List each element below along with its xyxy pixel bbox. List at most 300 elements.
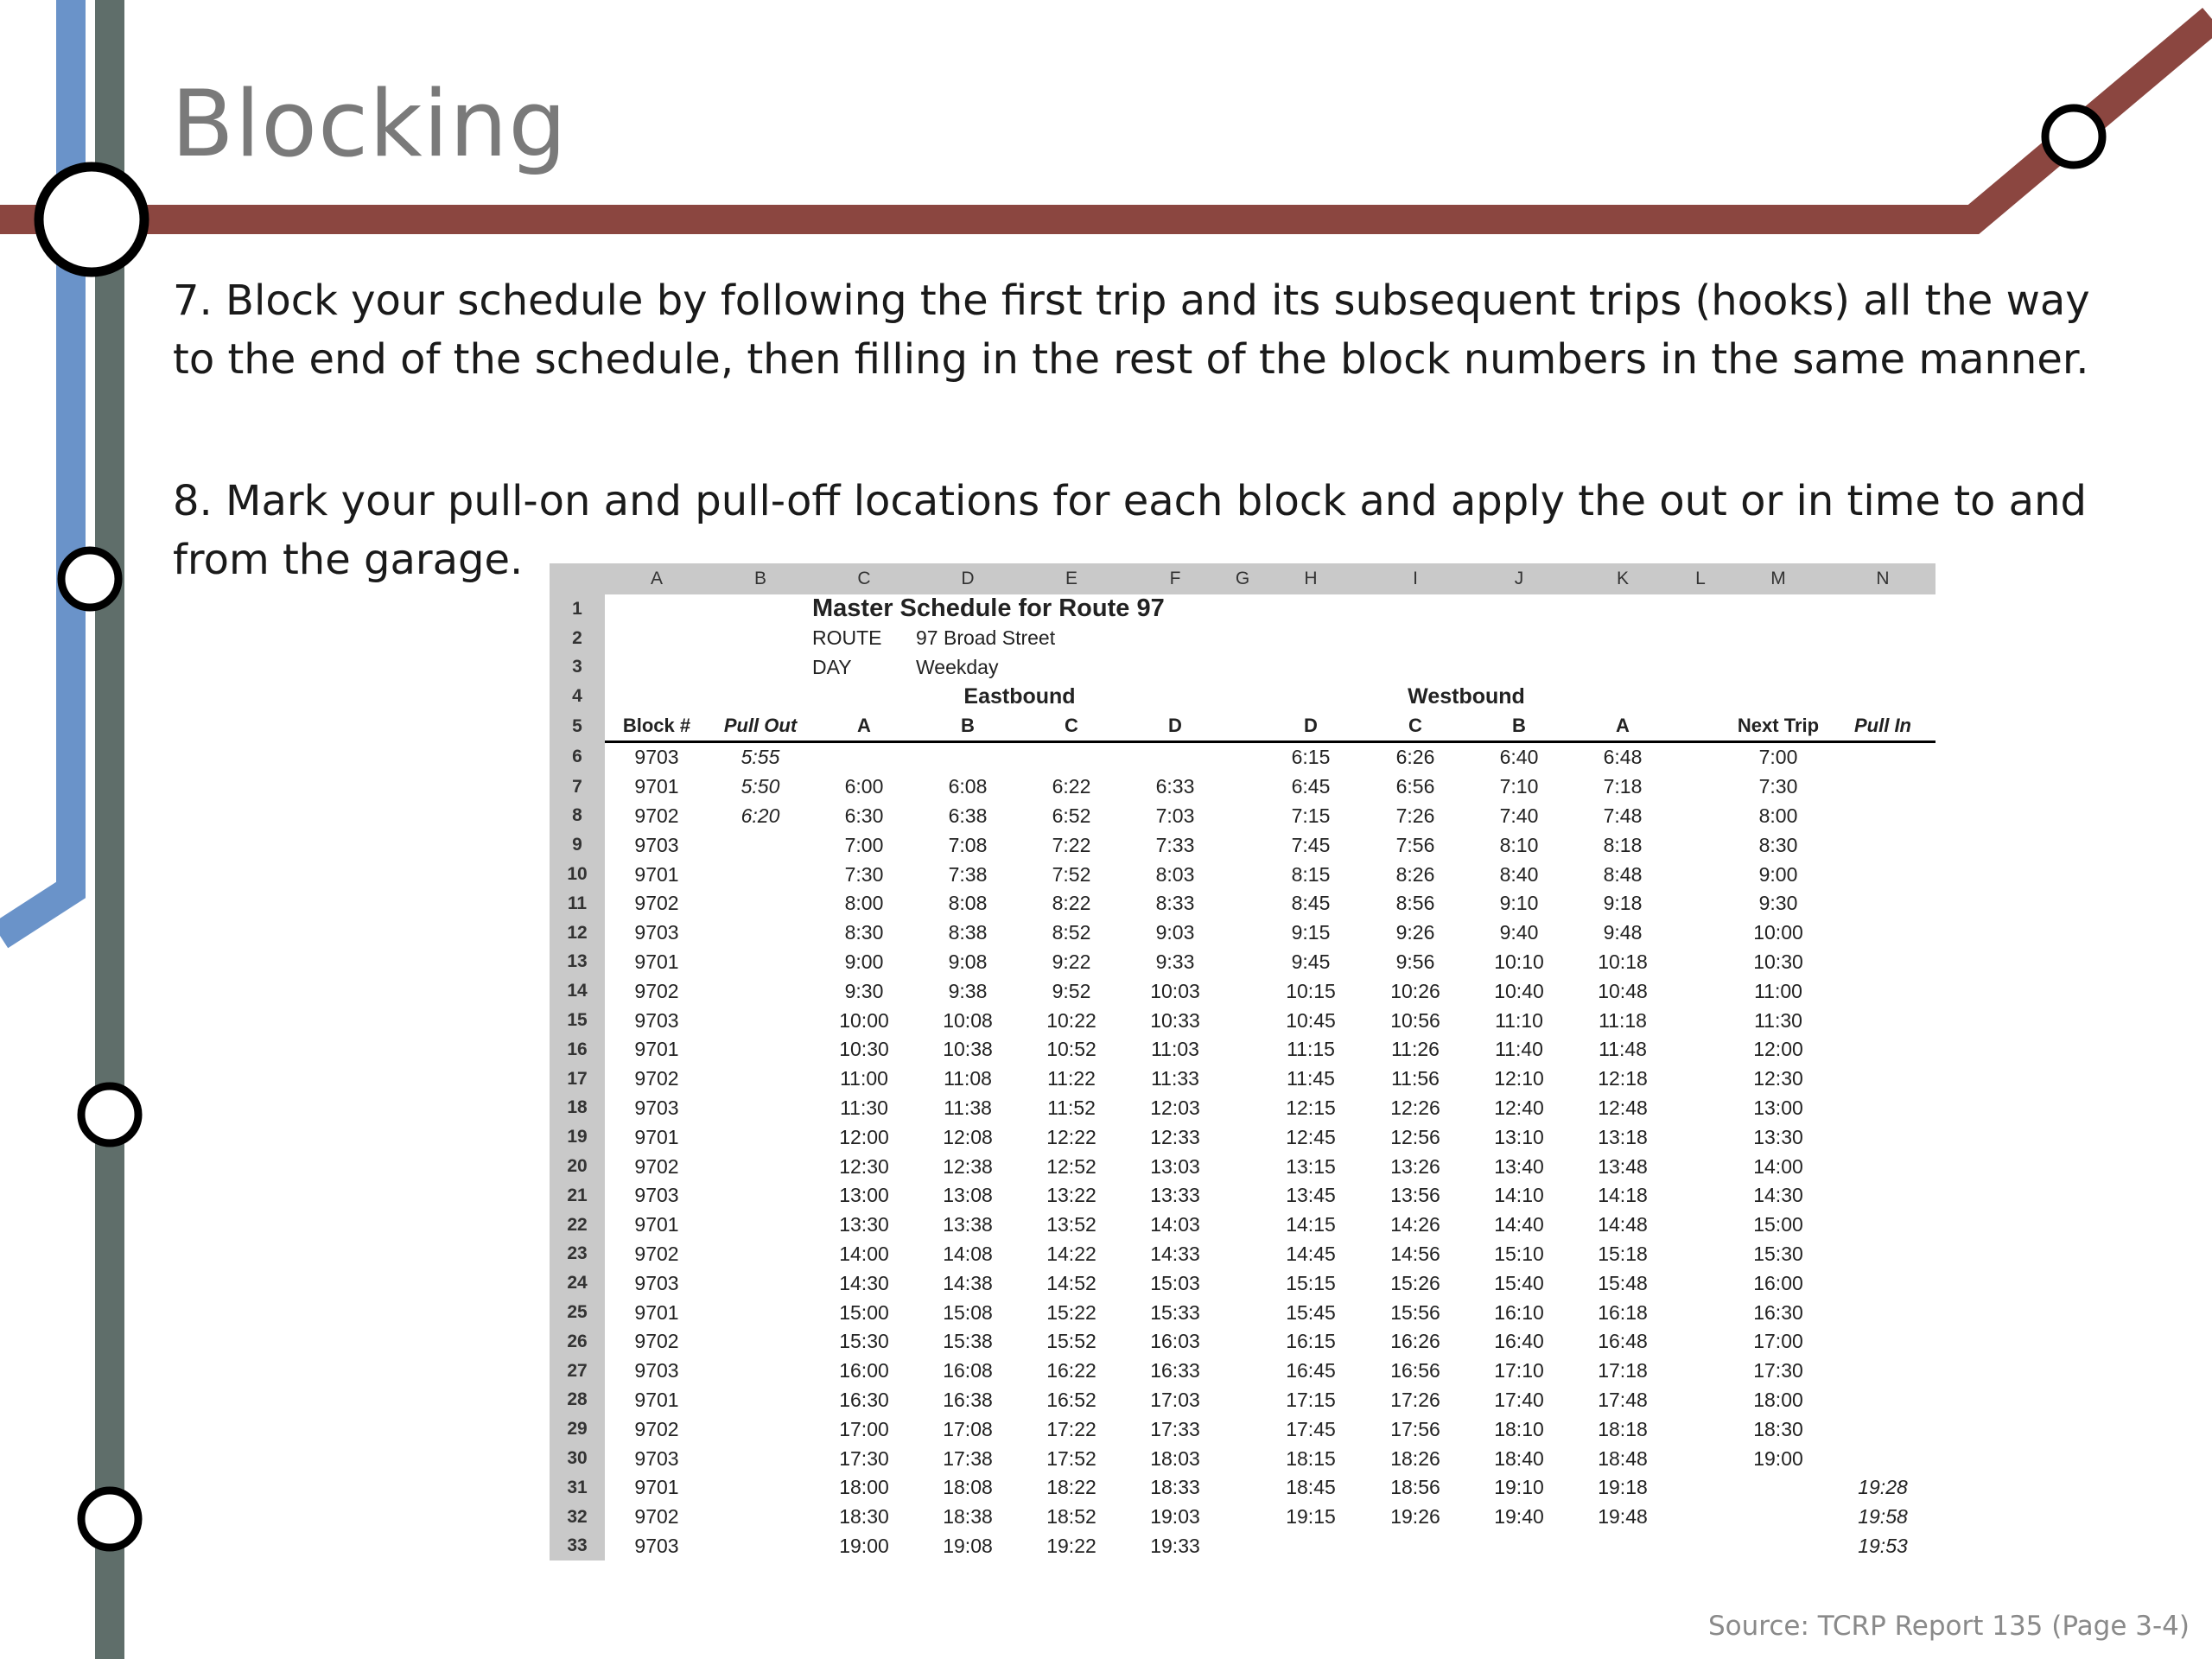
time-cell: 7:52: [1052, 862, 1091, 886]
time-cell: 14:26: [1390, 1213, 1440, 1236]
row-number: 4: [550, 682, 605, 711]
column-header: D: [1123, 711, 1227, 741]
time-cell: 15:33: [1150, 1300, 1200, 1324]
time-cell: [709, 976, 812, 1006]
schedule-row: [550, 1444, 1936, 1473]
time-cell: [709, 889, 812, 918]
time-cell: 6:00: [844, 775, 884, 798]
time-cell: 13:40: [1494, 1154, 1544, 1178]
time-cell: 15:26: [1390, 1271, 1440, 1294]
block-number-cell: 9701: [634, 950, 679, 973]
block-number-cell: 9701: [634, 1300, 679, 1324]
column-letter: E: [1020, 563, 1123, 594]
time-cell: 8:30: [1758, 833, 1798, 856]
time-cell: 6:22: [1052, 775, 1091, 798]
column-letter: G: [1227, 563, 1258, 594]
time-cell: 9:33: [1155, 950, 1195, 973]
time-cell: 8:22: [1052, 892, 1091, 915]
block-number-cell: 9701: [634, 1476, 679, 1499]
time-cell: 15:15: [1286, 1271, 1336, 1294]
time-cell: 17:00: [839, 1417, 889, 1440]
block-number-cell: 9703: [634, 1534, 679, 1557]
time-cell: 13:26: [1390, 1154, 1440, 1178]
time-cell: 8:03: [1155, 862, 1195, 886]
time-cell: 19:15: [1286, 1505, 1336, 1529]
schedule-row: [550, 1414, 1936, 1444]
time-cell: 19:40: [1494, 1505, 1544, 1529]
time-cell: [1227, 976, 1258, 1006]
time-cell: [1830, 772, 1936, 802]
time-cell: [1227, 1211, 1258, 1240]
time-cell: [1675, 889, 1726, 918]
time-cell: 17:56: [1390, 1417, 1440, 1440]
time-cell: 8:45: [1291, 892, 1331, 915]
time-cell: [1675, 1532, 1726, 1561]
time-cell: 19:53: [1858, 1534, 1908, 1557]
schedule-row: [550, 1503, 1936, 1532]
time-cell: 15:56: [1390, 1300, 1440, 1324]
column-header: B: [1467, 711, 1571, 741]
schedule-row: [550, 1268, 1936, 1298]
time-cell: 7:30: [1758, 775, 1798, 798]
time-cell: 15:30: [839, 1330, 889, 1353]
time-cell: 8:48: [1603, 862, 1643, 886]
time-cell: [709, 1035, 812, 1065]
row-number: 17: [550, 1065, 605, 1094]
time-cell: [1830, 1240, 1936, 1269]
step-8-text: 8. Mark your pull-on and pull-off locations for each block and apply the out or in time to and from the garage.: [173, 477, 2087, 584]
time-cell: 11:03: [1151, 1038, 1199, 1061]
time-cell: 9:10: [1499, 892, 1539, 915]
time-cell: 8:00: [844, 892, 884, 915]
station-circle-grey-1: [81, 1086, 138, 1143]
column-letter: C: [812, 563, 916, 594]
time-cell: 18:00: [839, 1476, 889, 1499]
time-cell: 9:30: [1758, 892, 1798, 915]
time-cell: 17:15: [1286, 1388, 1336, 1411]
schedule-row: [550, 1094, 1936, 1123]
time-cell: 8:56: [1395, 892, 1435, 915]
station-circle-red-end: [2045, 108, 2102, 165]
time-cell: [1830, 1065, 1936, 1094]
column-letter: K: [1571, 563, 1675, 594]
row-number: 5: [550, 711, 605, 741]
time-cell: 19:00: [839, 1534, 889, 1557]
sheet-row-2: [550, 624, 1936, 653]
time-cell: 13:00: [1753, 1096, 1803, 1119]
schedule-row: [550, 772, 1936, 802]
time-cell: [709, 1532, 812, 1561]
block-number-cell: 9701: [634, 1388, 679, 1411]
time-cell: 6:26: [1395, 746, 1435, 769]
time-cell: [1675, 1268, 1726, 1298]
block-number-cell: 9702: [634, 1505, 679, 1529]
time-cell: 6:56: [1395, 775, 1435, 798]
time-cell: [1227, 1035, 1258, 1065]
time-cell: [1675, 1035, 1726, 1065]
time-cell: [1830, 860, 1936, 889]
time-cell: 19:10: [1494, 1476, 1544, 1499]
time-cell: 10:52: [1046, 1038, 1096, 1061]
time-cell: [709, 1473, 812, 1503]
time-cell: 7:45: [1291, 833, 1331, 856]
time-cell: 16:38: [943, 1388, 993, 1411]
time-cell: [1675, 830, 1726, 860]
time-cell: [1227, 1006, 1258, 1035]
time-cell: [1675, 1240, 1726, 1269]
time-cell: 14:18: [1598, 1184, 1648, 1207]
time-cell: 11:38: [944, 1096, 992, 1119]
time-cell: 13:08: [943, 1184, 993, 1207]
time-cell: 15:52: [1046, 1330, 1096, 1353]
time-cell: [1227, 1268, 1258, 1298]
time-cell: 19:18: [1598, 1476, 1648, 1499]
time-cell: 18:18: [1598, 1417, 1648, 1440]
sheet-cell: [1258, 594, 1936, 624]
schedule-title: Master Schedule for Route 97: [812, 594, 1165, 623]
time-cell: [1227, 1503, 1258, 1532]
time-cell: 16:40: [1494, 1330, 1544, 1353]
schedule-row: [550, 1357, 1936, 1386]
time-cell: [1227, 1386, 1258, 1415]
time-cell: 6:33: [1155, 775, 1195, 798]
block-number-cell: 9702: [634, 1330, 679, 1353]
time-cell: 17:26: [1390, 1388, 1440, 1411]
time-cell: 13:45: [1286, 1184, 1336, 1207]
time-cell: 5:50: [741, 775, 780, 798]
time-cell: 6:38: [948, 804, 988, 827]
time-cell: 16:52: [1046, 1388, 1096, 1411]
time-cell: 16:30: [839, 1388, 889, 1411]
time-cell: [1830, 976, 1936, 1006]
time-cell: [709, 1357, 812, 1386]
master-schedule-table: [550, 563, 1936, 1560]
time-cell: 16:10: [1494, 1300, 1544, 1324]
station-circle-grey-2: [81, 1491, 138, 1548]
schedule-row: [550, 1386, 1936, 1415]
time-cell: [1675, 1327, 1726, 1357]
time-cell: 12:45: [1286, 1125, 1336, 1148]
time-cell: 14:30: [839, 1271, 889, 1294]
time-cell: [1227, 1122, 1258, 1152]
time-cell: 18:00: [1753, 1388, 1803, 1411]
block-number-cell: 9703: [634, 1096, 679, 1119]
time-cell: 15:08: [943, 1300, 993, 1324]
time-cell: [1227, 1094, 1258, 1123]
time-cell: [1227, 889, 1258, 918]
time-cell: 17:33: [1150, 1417, 1200, 1440]
time-cell: 10:33: [1150, 1008, 1200, 1032]
time-cell: [812, 741, 916, 772]
block-number-cell: 9703: [634, 1271, 679, 1294]
time-cell: 14:45: [1286, 1242, 1336, 1265]
sheet-cell: [605, 682, 812, 711]
time-cell: [709, 1240, 812, 1269]
block-number-cell: 9702: [634, 1242, 679, 1265]
time-cell: 8:00: [1758, 804, 1798, 827]
time-cell: 17:48: [1598, 1388, 1648, 1411]
row-number: 26: [550, 1327, 605, 1357]
time-cell: 12:18: [1598, 1067, 1648, 1090]
time-cell: [1726, 1532, 1830, 1561]
time-cell: 16:00: [1753, 1271, 1803, 1294]
time-cell: [709, 860, 812, 889]
time-cell: [1675, 1181, 1726, 1211]
day-label: DAY: [812, 655, 852, 678]
time-cell: 16:22: [1046, 1359, 1096, 1382]
time-cell: 10:10: [1494, 950, 1544, 973]
time-cell: [1675, 772, 1726, 802]
time-cell: 14:15: [1286, 1213, 1336, 1236]
time-cell: [1227, 1240, 1258, 1269]
time-cell: [709, 918, 812, 948]
time-cell: [1675, 1152, 1726, 1181]
row-number: 24: [550, 1268, 605, 1298]
time-cell: 15:00: [839, 1300, 889, 1324]
time-cell: 18:08: [943, 1476, 993, 1499]
time-cell: 16:03: [1150, 1330, 1200, 1353]
time-cell: 19:33: [1150, 1534, 1200, 1557]
time-cell: [1675, 1094, 1726, 1123]
time-cell: 12:00: [839, 1125, 889, 1148]
time-cell: 15:22: [1046, 1300, 1096, 1324]
time-cell: 7:03: [1155, 804, 1195, 827]
time-cell: 15:38: [943, 1330, 993, 1353]
time-cell: [1830, 1152, 1936, 1181]
time-cell: 14:48: [1598, 1213, 1648, 1236]
time-cell: [1675, 1357, 1726, 1386]
time-cell: 18:30: [1753, 1417, 1803, 1440]
time-cell: 19:00: [1753, 1446, 1803, 1470]
block-number-cell: 9703: [634, 921, 679, 944]
row-number: 14: [550, 976, 605, 1006]
time-cell: 11:30: [840, 1096, 888, 1119]
schedule-row: [550, 802, 1936, 831]
time-cell: 19:22: [1046, 1534, 1096, 1557]
row-number: 10: [550, 860, 605, 889]
time-cell: [1675, 1473, 1726, 1503]
schedule-row: [550, 889, 1936, 918]
time-cell: [1830, 948, 1936, 977]
time-cell: [1227, 1444, 1258, 1473]
time-cell: 11:33: [1151, 1067, 1199, 1090]
time-cell: 7:30: [844, 862, 884, 886]
time-cell: 7:48: [1603, 804, 1643, 827]
time-cell: 8:15: [1291, 862, 1331, 886]
block-number-cell: 9703: [634, 746, 679, 769]
time-cell: 16:45: [1286, 1359, 1336, 1382]
time-cell: 18:30: [839, 1505, 889, 1529]
time-cell: 9:30: [844, 979, 884, 1002]
time-cell: 18:33: [1150, 1476, 1200, 1499]
column-letter: M: [1726, 563, 1830, 594]
time-cell: 13:30: [1753, 1125, 1803, 1148]
column-letter: J: [1467, 563, 1571, 594]
time-cell: 11:15: [1287, 1038, 1335, 1061]
time-cell: [1227, 1152, 1258, 1181]
time-cell: [1227, 1298, 1258, 1327]
time-cell: 18:56: [1390, 1476, 1440, 1499]
column-header: B: [916, 711, 1020, 741]
sheet-cell: [1227, 624, 1936, 653]
time-cell: 11:00: [840, 1067, 888, 1090]
time-cell: [1830, 1298, 1936, 1327]
time-cell: 12:26: [1390, 1096, 1440, 1119]
time-cell: 7:40: [1499, 804, 1539, 827]
time-cell: [1675, 1503, 1726, 1532]
time-cell: [1227, 741, 1258, 772]
time-cell: 15:48: [1598, 1271, 1648, 1294]
corner-cell: [550, 563, 605, 594]
time-cell: [709, 1152, 812, 1181]
time-cell: 8:33: [1155, 892, 1195, 915]
time-cell: 13:00: [839, 1184, 889, 1207]
schedule-row: [550, 1298, 1936, 1327]
row-number: 2: [550, 624, 605, 653]
time-cell: 14:30: [1753, 1184, 1803, 1207]
blue-line: [0, 0, 71, 936]
time-cell: 9:18: [1603, 892, 1643, 915]
row-number: 22: [550, 1211, 605, 1240]
time-cell: 6:30: [844, 804, 884, 827]
block-number-cell: 9703: [634, 1359, 679, 1382]
time-cell: 11:40: [1495, 1038, 1543, 1061]
time-cell: 6:45: [1291, 775, 1331, 798]
time-cell: 6:08: [948, 775, 988, 798]
column-header: Pull In: [1830, 711, 1936, 741]
block-number-cell: 9702: [634, 979, 679, 1002]
spreadsheet-image: [550, 563, 1918, 1578]
time-cell: [1258, 1532, 1363, 1561]
time-cell: 15:45: [1286, 1300, 1336, 1324]
time-cell: 17:00: [1753, 1330, 1803, 1353]
time-cell: 10:30: [839, 1038, 889, 1061]
time-cell: 11:00: [1754, 979, 1802, 1002]
time-cell: [1675, 1065, 1726, 1094]
row-number: 31: [550, 1473, 605, 1503]
time-cell: 10:00: [1753, 921, 1803, 944]
schedule-row: [550, 1152, 1936, 1181]
time-cell: [916, 741, 1020, 772]
time-cell: 15:10: [1494, 1242, 1544, 1265]
time-cell: 18:26: [1390, 1446, 1440, 1470]
time-cell: 17:52: [1046, 1446, 1096, 1470]
time-cell: 7:15: [1291, 804, 1331, 827]
time-cell: [1227, 1473, 1258, 1503]
time-cell: [1830, 1327, 1936, 1357]
schedule-row: [550, 1065, 1936, 1094]
station-circle-large: [39, 167, 144, 272]
schedule-row: [550, 1035, 1936, 1065]
schedule-row: [550, 1122, 1936, 1152]
row-number: 32: [550, 1503, 605, 1532]
time-cell: 10:03: [1150, 979, 1200, 1002]
time-cell: 10:48: [1598, 979, 1648, 1002]
schedule-row: [550, 1532, 1936, 1561]
time-cell: [1675, 1298, 1726, 1327]
time-cell: [1020, 741, 1123, 772]
time-cell: 13:22: [1046, 1184, 1096, 1207]
time-cell: 11:22: [1047, 1067, 1096, 1090]
time-cell: 16:18: [1598, 1300, 1648, 1324]
time-cell: 16:08: [943, 1359, 993, 1382]
row-number: 19: [550, 1122, 605, 1152]
time-cell: 7:26: [1395, 804, 1435, 827]
route-label: ROUTE: [812, 626, 882, 650]
schedule-row: [550, 1181, 1936, 1211]
time-cell: 17:38: [943, 1446, 993, 1470]
block-number-cell: 9702: [634, 1417, 679, 1440]
time-cell: 7:08: [948, 833, 988, 856]
time-cell: 19:28: [1858, 1476, 1908, 1499]
column-letter: L: [1675, 563, 1726, 594]
time-cell: 10:00: [839, 1008, 889, 1032]
column-header: D: [1258, 711, 1363, 741]
time-cell: [1227, 948, 1258, 977]
time-cell: 9:26: [1395, 921, 1435, 944]
time-cell: 14:56: [1390, 1242, 1440, 1265]
route-value: 97 Broad Street: [916, 626, 1056, 650]
time-cell: 18:40: [1494, 1446, 1544, 1470]
time-cell: [1830, 741, 1936, 772]
time-cell: [1675, 741, 1726, 772]
time-cell: 15:30: [1753, 1242, 1803, 1265]
time-cell: 19:26: [1390, 1505, 1440, 1529]
time-cell: 16:30: [1753, 1300, 1803, 1324]
time-cell: 14:10: [1494, 1184, 1544, 1207]
time-cell: 19:48: [1598, 1505, 1648, 1529]
time-cell: 11:30: [1754, 1008, 1802, 1032]
time-cell: 14:22: [1046, 1242, 1096, 1265]
time-cell: 13:52: [1046, 1213, 1096, 1236]
time-cell: [709, 1181, 812, 1211]
time-cell: 8:26: [1395, 862, 1435, 886]
time-cell: 16:26: [1390, 1330, 1440, 1353]
row-number: 3: [550, 653, 605, 683]
sheet-row-3: [550, 653, 1936, 683]
time-cell: [1675, 976, 1726, 1006]
row-number: 8: [550, 802, 605, 831]
time-cell: [709, 1006, 812, 1035]
time-cell: 9:45: [1291, 950, 1331, 973]
time-cell: 12:56: [1390, 1125, 1440, 1148]
column-header: [1227, 711, 1258, 741]
time-cell: [1830, 802, 1936, 831]
time-cell: 16:48: [1598, 1330, 1648, 1353]
column-header: C: [1020, 711, 1123, 741]
time-cell: [1830, 1122, 1936, 1152]
time-cell: [709, 830, 812, 860]
time-cell: 8:18: [1603, 833, 1643, 856]
time-cell: 13:38: [943, 1213, 993, 1236]
time-cell: 8:38: [948, 921, 988, 944]
time-cell: [1227, 918, 1258, 948]
time-cell: [709, 1327, 812, 1357]
time-cell: 17:18: [1598, 1359, 1648, 1382]
westbound-header: Westbound: [1408, 683, 1525, 709]
row-number: 7: [550, 772, 605, 802]
block-number-cell: 9701: [634, 1038, 679, 1061]
time-cell: 7:22: [1052, 833, 1091, 856]
time-cell: 9:03: [1155, 921, 1195, 944]
column-header: [1675, 711, 1726, 741]
time-cell: [709, 1094, 812, 1123]
row-number: 1: [550, 594, 605, 624]
time-cell: 16:00: [839, 1359, 889, 1382]
time-cell: 13:30: [839, 1213, 889, 1236]
time-cell: [709, 1065, 812, 1094]
time-cell: 7:56: [1395, 833, 1435, 856]
